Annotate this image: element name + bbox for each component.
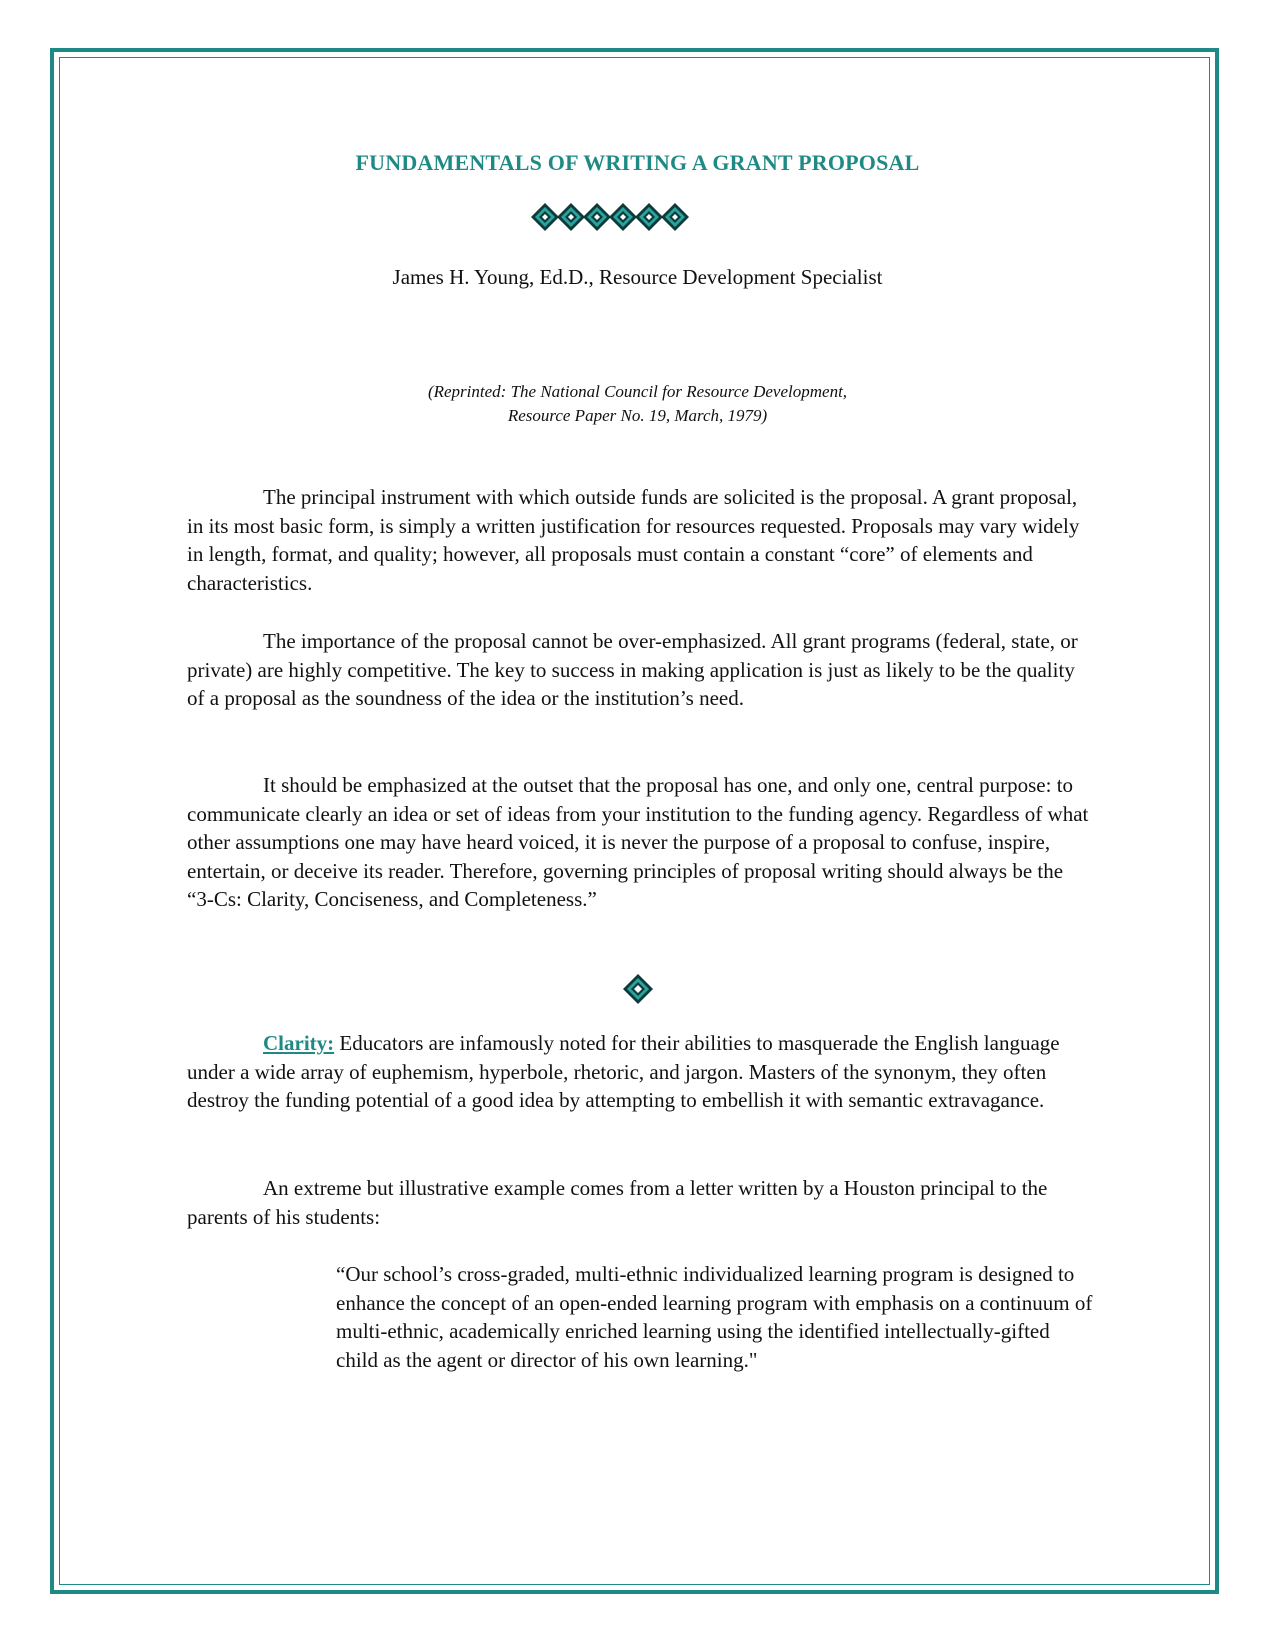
diamond-icon bbox=[622, 973, 654, 1005]
reprint-note bbox=[0, 380, 1275, 428]
paragraph-1 bbox=[187, 483, 1092, 597]
reprint-line-2: Resource Paper No. 19, March, 1979) bbox=[507, 406, 768, 425]
paragraph-text: The importance of the proposal cannot be over-emphasized. All grant programs (federal, state, or private) are highly competitive. The key to success in making application is just as likely to be the quality of a proposal as the soundness of the idea or the institution’s need. bbox=[187, 629, 1078, 710]
paragraph-text: The principal instrument with which outside funds are solicited is the proposal. A grant proposal, in its most basic form, is simply a written justification for resources requested. Proposals may vary widely in length, format, and quality; however, all proposals must contain a constant “core” of elements and characteristics. bbox=[187, 485, 1080, 595]
example-intro-paragraph bbox=[187, 1174, 1092, 1231]
document-title: FUNDAMENTALS OF WRITING A GRANT PROPOSAL bbox=[355, 150, 920, 175]
clarity-paragraph bbox=[187, 1029, 1092, 1115]
clarity-heading: Clarity: bbox=[263, 1031, 335, 1055]
clarity-text-block bbox=[187, 1029, 1092, 1115]
block-quote: “Our school’s cross-graded, multi-ethnic individualized learning program is designed to enhance the concept of an open-ended learning program with emphasis on a continuum of multi-ethnic, academically enriched learning using the identified intellectually-gifted child as the agent or director of his own learning." bbox=[336, 1262, 1093, 1372]
reprint-line-1: (Reprinted: The National Council for Resource Development, bbox=[427, 382, 848, 401]
diamond-row-icon bbox=[530, 202, 720, 232]
clarity-text: Educators are infamously noted for their abilities to masquerade the English language under a wide array of euphemism, hyperbole, rhetoric, and jargon. Masters of the synonym, they often destroy the funding potential of a good idea by attempting to embellish it with semantic extravagance. bbox=[187, 1031, 1060, 1112]
paragraph-text: It should be emphasized at the outset that the proposal has one, and only one, central purpose: to communicate clearly an idea or set of ideas from your institution to the funding agency. Regardless of what other assumptions one may have heard voiced, it is never the purpose of a proposal to confuse, inspire, entertain, or deceive its reader. Therefore, governing principles of proposal writing should always be the “3-Cs: Clarity, Conciseness, and Completeness.” bbox=[187, 773, 1089, 911]
paragraph-3 bbox=[187, 771, 1092, 914]
author-line: James H. Young, Ed.D., Resource Development Specialist bbox=[392, 265, 883, 289]
paragraph-2 bbox=[187, 627, 1092, 713]
example-intro-text: An extreme but illustrative example comes from a letter written by a Houston principal to the parents of his students: bbox=[187, 1176, 1048, 1229]
